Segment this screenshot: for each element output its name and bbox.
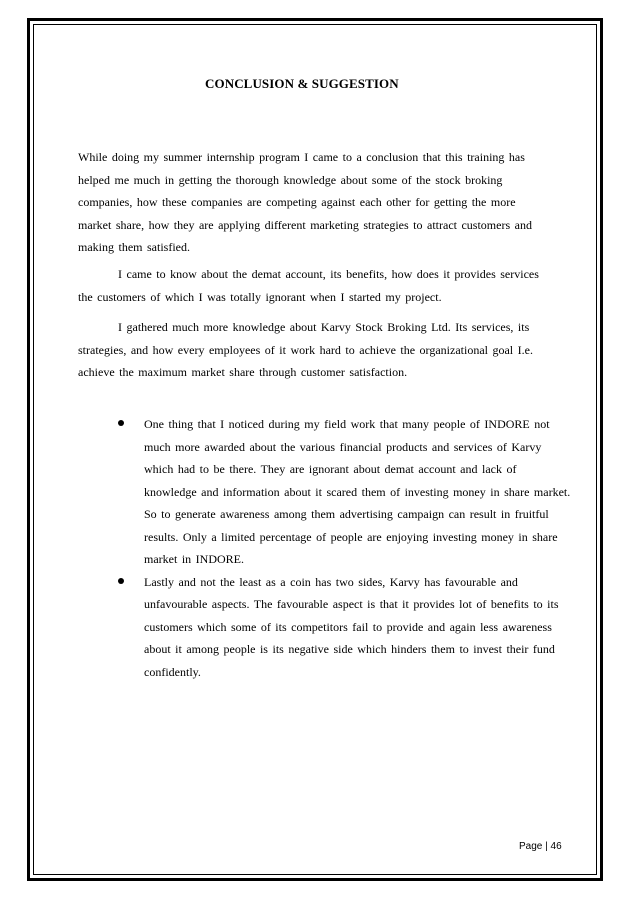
paragraph-demat: I came to know about the demat account, its benefits, how does it provides services the customers of which I was totally ignorant when I started my project. — [78, 267, 539, 304]
page-number: Page | 46 — [519, 841, 562, 852]
paragraph-conclusion: While doing my summer internship program I came to a conclusion that this training has helped me much in getting the thorough knowledge about some of the stock broking companies, how these companies are competing against each other for getting the more market share, how they are applying different marketing strategies to attract customers and making them satisfied. — [78, 150, 532, 254]
list-item — [118, 571, 573, 684]
bullet-icon — [118, 420, 124, 426]
suggestion-list — [118, 413, 573, 683]
list-item-text: One thing that I noticed during my field work that many people of INDORE not much more awarded about the various financial products and services of Karvy which had to be there. They are ignorant about demat account and lack of knowledge and information about it scared them of investing money in share market. So to generate awareness among them advertising campaign can result in fruitful results. Only a limited percentage of people are enjoying investing money in share market in INDORE. — [144, 417, 571, 566]
list-item — [118, 413, 573, 571]
page-title: CONCLUSION & SUGGESTION — [205, 76, 399, 91]
list-item-text: Lastly and not the least as a coin has two sides, Karvy has favourable and unfavourable aspects. The favourable aspect is that it provides lot of benefits to its customers which some of its competitors fail to provide and again less awareness about it among people is its negative side which hinders them to invest their fund confidently. — [144, 574, 559, 679]
paragraph-karvy: I gathered much more knowledge about Karvy Stock Broking Ltd. Its services, its strategies, and how every employees of it work hard to achieve the organizational goal I.e. achieve the maximum market share through customer satisfaction. — [78, 320, 533, 379]
bullet-icon — [118, 578, 124, 584]
